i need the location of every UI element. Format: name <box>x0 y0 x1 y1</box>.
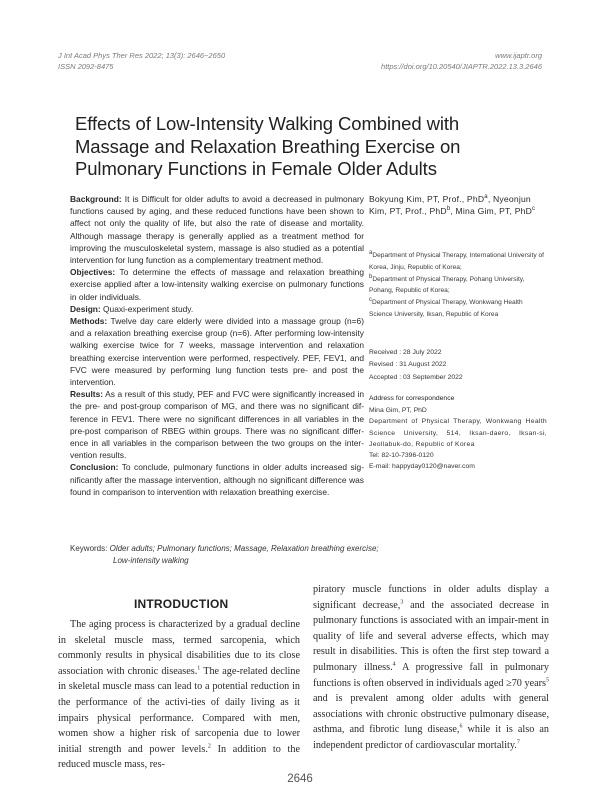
objectives-label: Objectives: <box>70 267 116 278</box>
correspondence <box>369 393 547 472</box>
results-text: As a result of this study, PEF and FVC were significantly increased in the pre- and post-group comparison of MG, and there was no significant dif-ference in FEV1. There were no significant differences in all variables in the pre-post comparison of RBEG within groups. There was no significant differ-ence in all variables in the comparison between the two groups on the inter-vention results. <box>70 389 364 461</box>
author-3: , Mina Gim, PT, PhD <box>450 206 533 217</box>
article-dates <box>369 347 547 384</box>
author-2-sup: b <box>446 206 451 213</box>
ref-3[interactable]: 3 <box>400 599 404 606</box>
intro-column-1 <box>58 617 300 773</box>
abstract-conclusion <box>70 461 364 498</box>
affiliation-c-text: Department of Physical Therapy, Wonkwang Health Science University, Iksan, Republic of Korea <box>369 299 523 318</box>
intro-text-2e: while it is also an independent predictor of cardiovascular mortality. <box>313 724 549 751</box>
intro-text-2b: and the associated decrease in pulmonary functions is associated with an impair-ment in quality of life and several adverse effects, which may result in disabilities. This is often the first step toward a pulmonary illness. <box>313 599 549 673</box>
introduction-heading: INTRODUCTION <box>134 597 229 611</box>
author-1-sup: a <box>484 194 488 201</box>
background-text: It is Difficult for older adults to avoid a decreased in pulmonary functions caused by aging, and these reduced functions have been shown to affect not only the quality of life, but also the rate of disease and mortality. Although massage therapy is generally applied as a treatment method for improving the musculoskeletal system, massage is also studied as a potential intervention for lung function as a complementary treatment method. <box>70 194 364 266</box>
ref-5[interactable]: 5 <box>546 677 549 684</box>
correspondence-name: Mina Gim, PT, PhD <box>369 407 427 415</box>
correspondence-tel: Tel: 82-10-7396-0120 <box>369 452 434 460</box>
issn: ISSN 2092-8475 <box>58 62 114 71</box>
page-number: 2646 <box>287 773 313 785</box>
intro-text-2c: A progressive fall in pulmonary functions is often observed in individuals aged ≥70 years <box>313 661 549 689</box>
affiliation-a-sup: a <box>369 249 373 256</box>
abstract-background <box>70 193 364 266</box>
keywords-line-2: Low-intensity walking <box>113 556 189 565</box>
ref-6[interactable]: 6 <box>459 723 463 730</box>
abstract <box>70 193 364 498</box>
abstract-design <box>70 303 364 315</box>
keywords-label: Keywords: <box>70 544 108 553</box>
affiliations <box>369 250 547 321</box>
objectives-text: To determine the effects of massage and relaxation breathing exercise applied after a low-intensity walking exercise on pulmonary functions in older individuals. <box>70 267 364 302</box>
affiliation-a <box>369 250 547 274</box>
correspondence-address: Department of Physical Therapy, Wonkwang Health Science University, 514, Iksan-daero, Iksan-si, Jeollabuk-do, Republic of Korea <box>369 418 547 448</box>
journal-citation: J Int Acad Phys Ther Res 2022; 13(3): 2646~2650 <box>58 51 226 60</box>
affiliation-c <box>369 297 547 321</box>
design-text: Quaxi-experiment study. <box>100 303 194 314</box>
affiliation-c-sup: c <box>369 297 372 303</box>
keywords-line-1: Older adults; Pulmonary functions; Massage, Relaxation breathing exercise; <box>109 544 379 553</box>
doi-link[interactable]: https://doi.org/10.20540/JIAPTR.2022.13.3.2646 <box>381 62 542 71</box>
intro-paragraph-2 <box>313 582 549 754</box>
journal-website[interactable]: www.ijaptr.org <box>495 51 542 60</box>
affiliation-b-text: Department of Physical Therapy, Pohang University, Pohang, Republic of Korea; <box>369 275 525 295</box>
intro-text-1c: In addition to the reduced muscle mass, res- <box>58 743 300 771</box>
affiliation-b <box>369 274 547 298</box>
ref-7[interactable]: 7 <box>516 739 520 746</box>
conclusion-text: To conclude, pulmonary functions in older adults increased sig-nificantly after the massage intervention, although no significant difference was found in comparison to intervention with relaxation breathing exercise. <box>70 462 364 497</box>
intro-paragraph-1 <box>58 617 300 773</box>
keywords <box>70 543 390 565</box>
abstract-results <box>70 388 364 461</box>
intro-text-2d: and is prevalent among older adults with general associations with chronic obstructive pulmonary disease, asthma, and fibrotic lung disease, <box>313 693 549 736</box>
background-label: Background: <box>70 194 122 204</box>
author-2: , Nyeonjun Kim, PT, Prof., PhD <box>369 194 531 217</box>
author-1: Bokyung Kim, PT, Prof., PhD <box>369 194 485 204</box>
abstract-methods <box>70 315 364 388</box>
abstract-objectives <box>70 266 364 303</box>
affiliation-a-text: Department of Physical Therapy, International University of Korea, Jinju, Republic of Korea; <box>369 252 544 271</box>
conclusion-label: Conclusion: <box>70 462 119 473</box>
intro-column-2 <box>313 582 549 754</box>
intro-text-1b: The age-related decline in skeletal muscle mass can lead to a potential reduction in the performance of the activi-ties of daily living as it impairs physical performance. Compared with men, women show a higher risk of sarcopenia due to lower initial strength and power levels. <box>58 665 301 755</box>
ref-2[interactable]: 2 <box>207 743 211 750</box>
affiliation-b-sup: b <box>369 273 373 280</box>
ref-4[interactable]: 4 <box>392 661 396 668</box>
methods-label: Methods: <box>70 316 108 327</box>
revised-date: Revised : 31 August 2022 <box>369 361 447 369</box>
intro-text-1a: The aging process is characterized by a gradual decline in skeletal muscle mass, termed sarcopenia, which commonly results in physical disabilities due to its close association with chronic diseases. <box>58 619 300 677</box>
ref-1[interactable]: 1 <box>197 665 201 672</box>
author-list <box>369 193 544 218</box>
received-date: Received : 28 July 2022 <box>369 349 442 356</box>
accepted-date: Accepted : 03 September 2022 <box>369 373 463 381</box>
correspondence-email[interactable]: E-mail: happyday0120@naver.com <box>369 463 475 471</box>
results-label: Results: <box>70 389 104 400</box>
correspondence-heading: Address for correspondence <box>369 395 455 402</box>
intro-text-2a: piratory muscle functions in older adults display a significant decrease, <box>313 584 549 611</box>
design-label: Design: <box>70 303 101 314</box>
author-3-sup: c <box>532 206 536 213</box>
article-title: Effects of Low-Intensity Walking Combined with Massage and Relaxation Breathing Exercise on Pulmonary Functions in Female Older Adults <box>75 113 461 179</box>
methods-text: Twelve day care elderly were divided into a massage group (n=6) and a relaxation breathing exercise group (n=6). After performing low-intensity walking exercise twice for 7 weeks, massage intervention and relaxation breathing exercise intervention were performed, respectively. PEF, FEV1, and FVC were measured by performing lung function tests pre- and post the intervention. <box>70 316 364 388</box>
